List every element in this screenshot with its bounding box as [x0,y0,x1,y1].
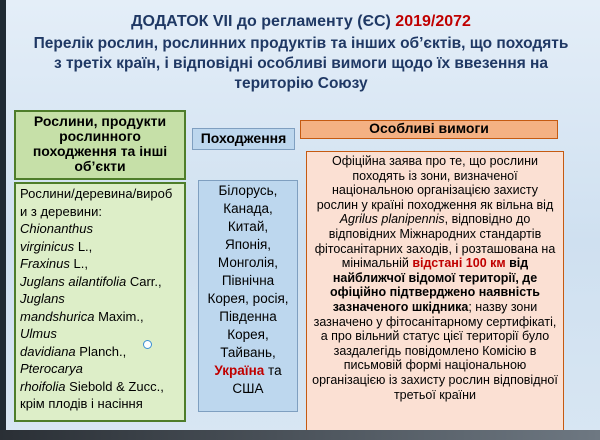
origin-line: Корея, росія, [207,291,289,306]
window-edge [0,0,6,440]
origin-line: Китай, [227,219,269,234]
origin-line: Білорусь, [218,183,278,198]
origin-line: Південна [219,309,277,324]
req-distance: відстані 100 км [412,256,506,271]
plants-list [14,182,186,422]
species-item: rhoifolia Siebold & Zucc., [20,378,164,394]
cursor-indicator [143,340,152,349]
origin-line: Тайвань, [220,345,276,360]
plants-outro: крім плодів і насіння [20,396,143,411]
requirements-text [306,151,564,431]
species-item: Ulmus [20,326,57,341]
plants-header [14,110,186,180]
req-part-2: , відповідно до відповідних Міжнародних стандартів фітосанітарних заходів, і розташована на мінімальній [314,212,556,271]
requirements-header: Особливі вимоги [300,120,558,139]
species-item: Pterocarya [20,361,83,376]
species-item: Juglans [20,291,65,306]
origin-ukraine: Україна [214,363,265,378]
title-year: 2019/2072 [395,13,471,30]
species-item: mandshurica Maxim., [20,308,144,324]
species-item: Chionanthus [20,221,93,236]
req-part-3: від найближчої відомої території, де офіційно підтверджено наявність зазначеного шкідника [330,256,540,314]
species-item: virginicus L., [20,238,93,254]
origin-line: Північна [221,273,275,288]
plants-header-line: походження та інші [32,143,168,159]
origin-line: Монголія, [217,255,279,270]
req-pest-name: Agrilus planipennis [339,212,445,227]
window-bottom-edge [0,430,600,440]
page-subtitle [10,34,592,94]
page-title [10,12,592,32]
species-item: Fraxinus L., [20,256,88,271]
origin-line: Канада, [223,201,273,216]
plants-intro-line: и з деревини: [20,203,102,219]
req-part-4: ; назву зони зазначено у фітосанітарному сертифікаті, а про вільний статус цієї території було заздалегідь повідомлено Комісію в письмовій формі національною організацією із захисту рослин відповідної третьої країни [312,299,558,402]
plants-intro-line: Рослини/деревина/вироб [20,186,173,201]
subtitle-line: з третіх країн, і відповідні особливі вимоги щодо їх ввезення на [53,55,549,72]
origin-line: Японія, [224,237,272,252]
species-item: davidiana Planch., [20,343,127,359]
plants-header-line: рослинного [59,128,141,144]
req-part-1: Офіційна заява про те, що рослини походять із зони, визначеної національною організацією захисту рослин у країні походження як вільна від [316,154,554,212]
plants-header-line: об’єкти [74,158,126,174]
origin-line: США [232,381,264,396]
title-prefix: ДОДАТОК VII до регламенту (ЄС) [131,13,391,30]
origin-header: Походження [192,128,295,150]
subtitle-line: Перелік рослин, рослинних продуктів та інших об’єктів, що походять [33,35,569,52]
plants-header-line: Рослини, продукти [33,113,167,129]
origin-line: Україна та [214,363,282,378]
origin-line: Корея, [227,327,269,342]
subtitle-line: територію Союзу [234,75,368,92]
origin-list [198,180,298,412]
species-item: Juglans ailantifolia Carr., [20,273,162,289]
